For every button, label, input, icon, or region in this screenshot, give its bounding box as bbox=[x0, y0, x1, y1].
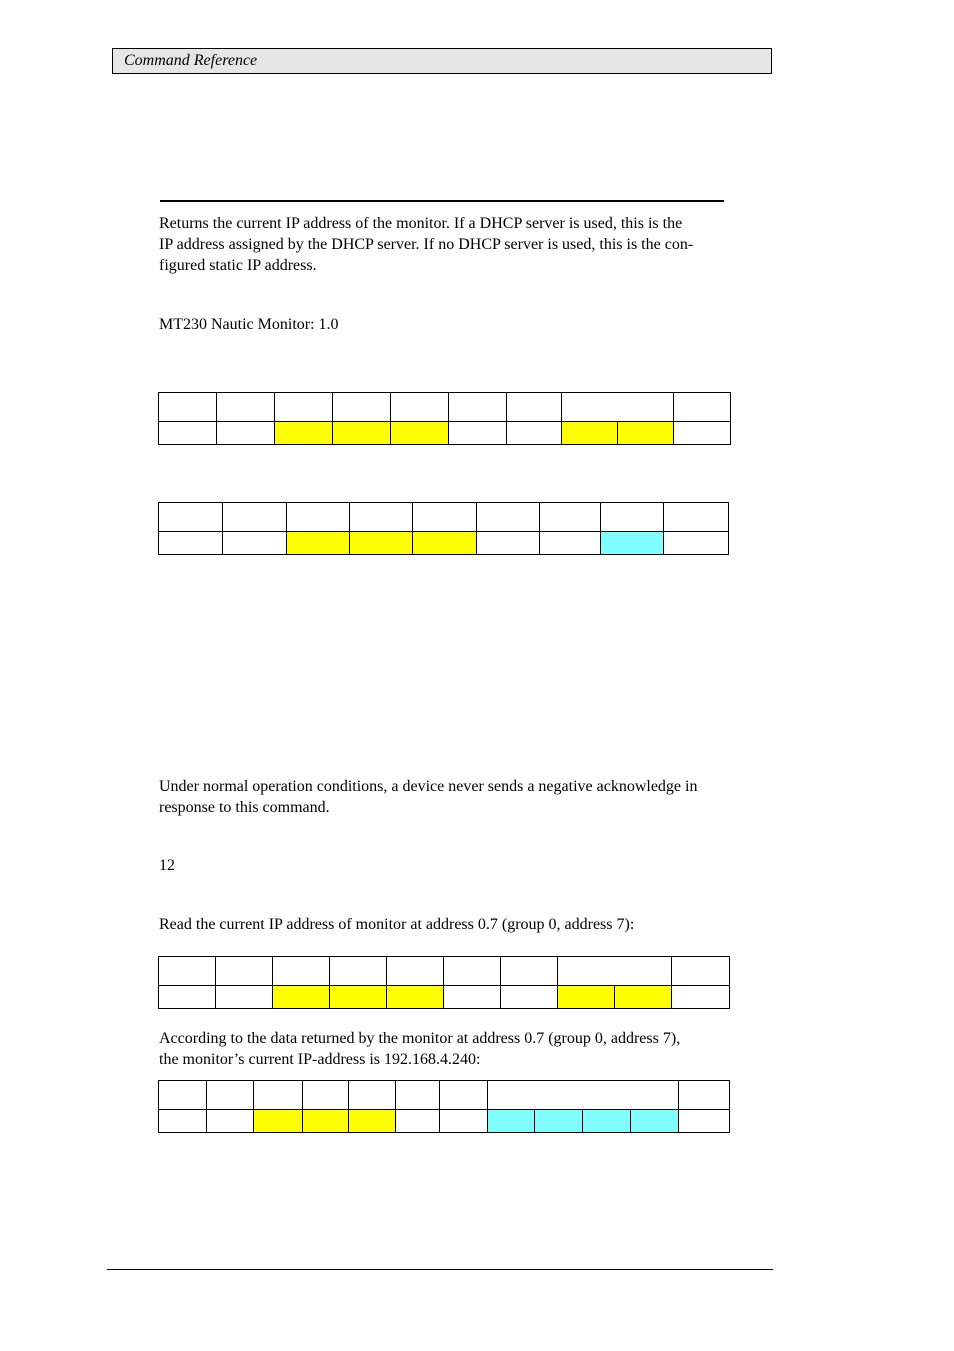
frame-byte-cell bbox=[223, 532, 287, 555]
frame-byte-cell bbox=[679, 1110, 730, 1133]
frame-header-cell bbox=[273, 957, 330, 986]
frame-byte-cell bbox=[287, 532, 350, 555]
frame-header-cell bbox=[507, 393, 562, 422]
frame-header-cell bbox=[207, 1081, 254, 1110]
nak-line: response to this command. bbox=[159, 799, 330, 816]
frame-header-cell bbox=[391, 393, 449, 422]
frame-byte-cell bbox=[216, 986, 273, 1009]
nak-line: Under normal operation conditions, a device never sends a negative acknowledge in bbox=[159, 778, 698, 795]
number-value: 12 bbox=[159, 857, 175, 874]
frame-header-cell bbox=[387, 957, 444, 986]
frame-header-cell bbox=[396, 1081, 440, 1110]
frame-byte-cell bbox=[333, 422, 391, 445]
frame-header-cell bbox=[488, 1081, 679, 1110]
frame-header-cell bbox=[440, 1081, 488, 1110]
response-frame-table bbox=[158, 502, 729, 555]
frame-byte-cell bbox=[562, 422, 618, 445]
frame-byte-cell bbox=[664, 532, 729, 555]
frame-header-cell bbox=[216, 957, 273, 986]
frame-byte-cell bbox=[330, 986, 387, 1009]
page-header bbox=[112, 48, 772, 74]
frame-header-cell bbox=[449, 393, 507, 422]
frame-header-cell bbox=[330, 957, 387, 986]
frame-header-cell bbox=[287, 503, 350, 532]
frame-byte-cell bbox=[488, 1110, 535, 1133]
frame-header-cell bbox=[254, 1081, 303, 1110]
frame-header-cell bbox=[159, 1081, 207, 1110]
frame-byte-cell bbox=[349, 1110, 396, 1133]
frame-header-cell bbox=[540, 503, 601, 532]
frame-byte-cell bbox=[672, 986, 730, 1009]
description-line: Returns the current IP address of the monitor. If a DHCP server is used, this is the bbox=[159, 215, 683, 232]
frame-header-cell bbox=[562, 393, 674, 422]
frame-byte-cell bbox=[396, 1110, 440, 1133]
frame-header-cell bbox=[444, 957, 501, 986]
frame-header-cell bbox=[159, 503, 223, 532]
example-intro: Read the current IP address of monitor at address 0.7 (group 0, address 7): bbox=[159, 916, 635, 933]
frame-byte-cell bbox=[387, 986, 444, 1009]
frame-header-cell bbox=[350, 503, 413, 532]
example-command-table bbox=[158, 956, 730, 1009]
frame-byte-cell bbox=[674, 422, 731, 445]
frame-header-cell bbox=[674, 393, 731, 422]
frame-byte-cell bbox=[507, 422, 562, 445]
description-paragraph bbox=[159, 213, 729, 276]
frame-byte-cell bbox=[159, 1110, 207, 1133]
example-response-line: According to the data returned by the monitor at address 0.7 (group 0, address 7), bbox=[159, 1030, 681, 1047]
frame-byte-cell bbox=[631, 1110, 679, 1133]
frame-header-cell bbox=[501, 957, 558, 986]
frame-header-cell bbox=[679, 1081, 730, 1110]
frame-header-cell bbox=[333, 393, 391, 422]
frame-byte-cell bbox=[273, 986, 330, 1009]
frame-byte-cell bbox=[535, 1110, 583, 1133]
frame-header-cell bbox=[672, 957, 730, 986]
example-response-line: the monitor’s current IP-address is 192.168.4.240: bbox=[159, 1051, 481, 1068]
frame-header-cell bbox=[349, 1081, 396, 1110]
description-line: figured static IP address. bbox=[159, 257, 317, 274]
nak-paragraph bbox=[159, 776, 729, 818]
frame-byte-cell bbox=[350, 532, 413, 555]
frame-byte-cell bbox=[254, 1110, 303, 1133]
frame-byte-cell bbox=[615, 986, 672, 1009]
frame-header-cell bbox=[159, 393, 217, 422]
frame-header-cell bbox=[223, 503, 287, 532]
frame-header-cell bbox=[413, 503, 477, 532]
frame-byte-cell bbox=[583, 1110, 631, 1133]
frame-byte-cell bbox=[159, 986, 216, 1009]
frame-byte-cell bbox=[558, 986, 615, 1009]
frame-byte-cell bbox=[159, 532, 223, 555]
frame-header-cell bbox=[303, 1081, 349, 1110]
frame-byte-cell bbox=[601, 532, 664, 555]
frame-header-cell bbox=[664, 503, 729, 532]
frame-byte-cell bbox=[207, 1110, 254, 1133]
example-response-table bbox=[158, 1080, 730, 1133]
description-line: IP address assigned by the DHCP server. If no DHCP server is used, this is the con- bbox=[159, 236, 694, 253]
frame-byte-cell bbox=[159, 422, 217, 445]
frame-byte-cell bbox=[303, 1110, 349, 1133]
frame-byte-cell bbox=[391, 422, 449, 445]
frame-byte-cell bbox=[444, 986, 501, 1009]
availability-text: MT230 Nautic Monitor: 1.0 bbox=[159, 316, 339, 333]
frame-byte-cell bbox=[449, 422, 507, 445]
frame-header-cell bbox=[159, 957, 216, 986]
frame-header-cell bbox=[558, 957, 672, 986]
frame-byte-cell bbox=[477, 532, 540, 555]
frame-byte-cell bbox=[540, 532, 601, 555]
frame-byte-cell bbox=[440, 1110, 488, 1133]
frame-byte-cell bbox=[275, 422, 333, 445]
example-response-paragraph bbox=[159, 1028, 729, 1070]
frame-byte-cell bbox=[413, 532, 477, 555]
frame-byte-cell bbox=[217, 422, 275, 445]
header-title: Command Reference bbox=[124, 52, 258, 69]
command-frame-table bbox=[158, 392, 731, 445]
frame-header-cell bbox=[601, 503, 664, 532]
frame-header-cell bbox=[477, 503, 540, 532]
frame-byte-cell bbox=[618, 422, 674, 445]
frame-header-cell bbox=[275, 393, 333, 422]
footer-rule bbox=[107, 1269, 773, 1270]
frame-byte-cell bbox=[501, 986, 558, 1009]
frame-header-cell bbox=[217, 393, 275, 422]
section-rule bbox=[160, 200, 724, 202]
